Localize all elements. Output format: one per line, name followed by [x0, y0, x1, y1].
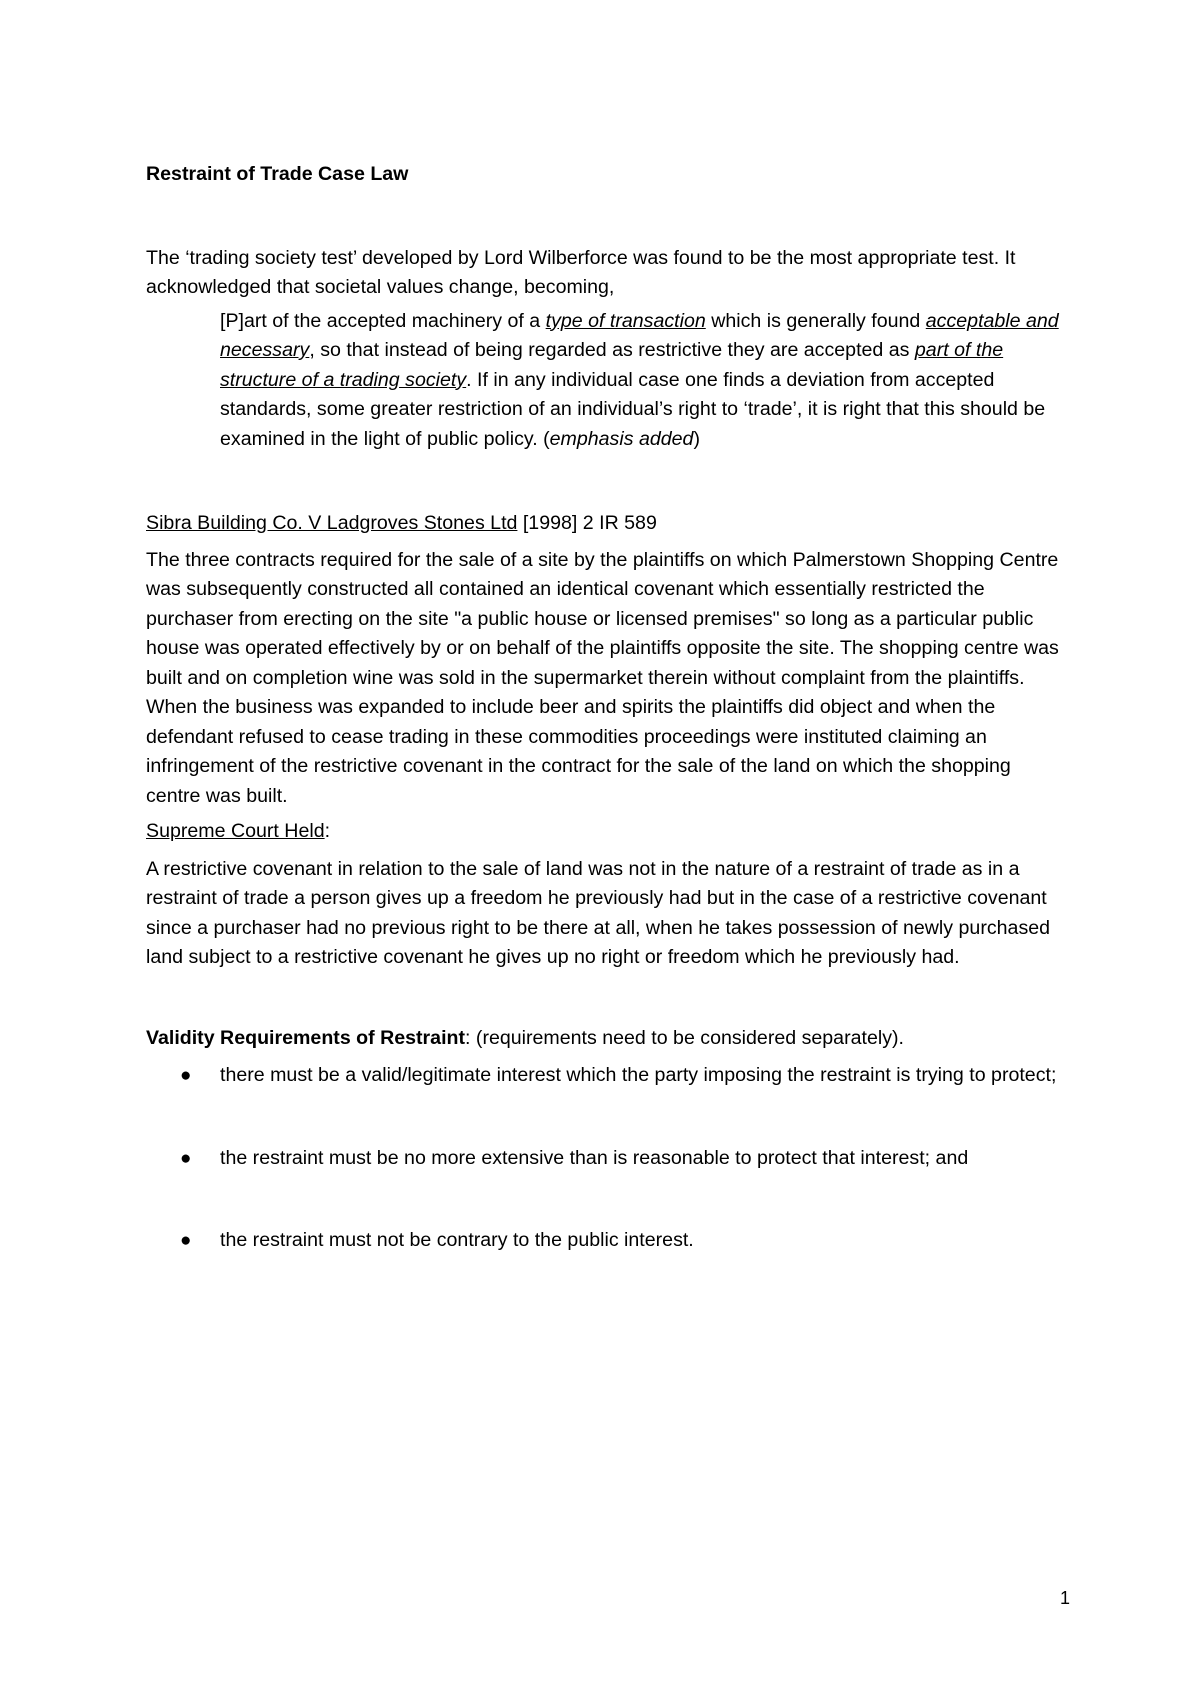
held-heading: [146, 817, 1070, 847]
block-quote: [220, 307, 1070, 455]
emphasis-added-note: emphasis added: [549, 427, 694, 450]
case-citation: [1998] 2 IR 589: [517, 512, 657, 534]
list-item-text: there must be a valid/legitimate interest which the party imposing the restraint is trying to protect;: [220, 1064, 1057, 1086]
page-number: 1: [1059, 1588, 1070, 1608]
quote-text-5: ): [693, 427, 700, 450]
held-colon: :: [324, 820, 331, 842]
quote-text-3: , so that instead of being regarded as restrictive they are accepted as: [309, 339, 915, 361]
list-item: [146, 1226, 1070, 1256]
validity-heading-rest: : (requirements need to be considered separately).: [465, 1026, 904, 1049]
bullet-icon: ●: [180, 1065, 192, 1086]
held-label: Supreme Court Held: [146, 820, 325, 842]
validity-heading: [146, 1024, 1070, 1054]
held-paragraph: A restrictive covenant in relation to the sale of land was not in the nature of a restraint of trade as in a restraint of trade a person gives up a freedom he previously had but in the case of a restrictive covenant since a purchaser had no previous right to be there at all, when he takes possession of newly purchased land subject to a restrictive covenant he gives up no right or freedom which he previously had.: [146, 857, 1051, 968]
quote-emphasis-1: type of transaction: [545, 309, 706, 332]
intro-paragraph: The ‘trading society test’ developed by Lord Wilberforce was found to be the most appropriate test. It acknowledged that societal values change, becoming,: [146, 246, 1016, 298]
document-title: Restraint of Trade Case Law: [146, 163, 409, 185]
list-item-text: the restraint must not be contrary to the public interest.: [220, 1229, 694, 1251]
quote-text-4: . If in any individual case one finds a deviation from accepted standards, some greater restriction of an individual’s right to ‘trade’, it is right that this should be examined in the light of public policy. (: [220, 368, 1046, 450]
quote-emphasis-2: acceptable and necessary: [220, 309, 1059, 361]
case-facts: The three contracts required for the sale of a site by the plaintiffs on which Palmerstown Shopping Centre was subsequently constructed all contained an identical covenant which essentially restricted the purchaser from erecting on the site "a public house or licensed premises" so long as a particular public house was operated effectively by or on behalf of the plaintiffs opposite the site. The shopping centre was built and on completion wine was sold in the supermarket therein without complaint from the plaintiffs. When the business was expanded to include beer and spirits the plaintiffs did object and when the defendant refused to cease trading in these commodities proceedings were instituted claiming an infringement of the restrictive covenant in the contract for the sale of the land on which the shopping centre was built.: [146, 548, 1059, 807]
validity-heading-bold: Validity Requirements of Restraint: [146, 1026, 466, 1049]
list-item-text: the restraint must be no more extensive than is reasonable to protect that interest; and: [220, 1146, 969, 1169]
list-item: [146, 1144, 1070, 1174]
case-name: Sibra Building Co. V Ladgroves Stones Ltd: [146, 512, 518, 534]
quote-emphasis-3: part of the structure of a trading society: [220, 339, 1004, 391]
bullet-icon: ●: [180, 1147, 192, 1169]
quote-text-2: which is generally found: [705, 309, 926, 332]
requirements-list: [146, 1061, 1070, 1256]
case-reference: [146, 509, 1070, 539]
list-item: [146, 1061, 1070, 1091]
quote-text-1: [P]art of the accepted machinery of a: [220, 309, 546, 332]
bullet-icon: ●: [180, 1230, 192, 1251]
